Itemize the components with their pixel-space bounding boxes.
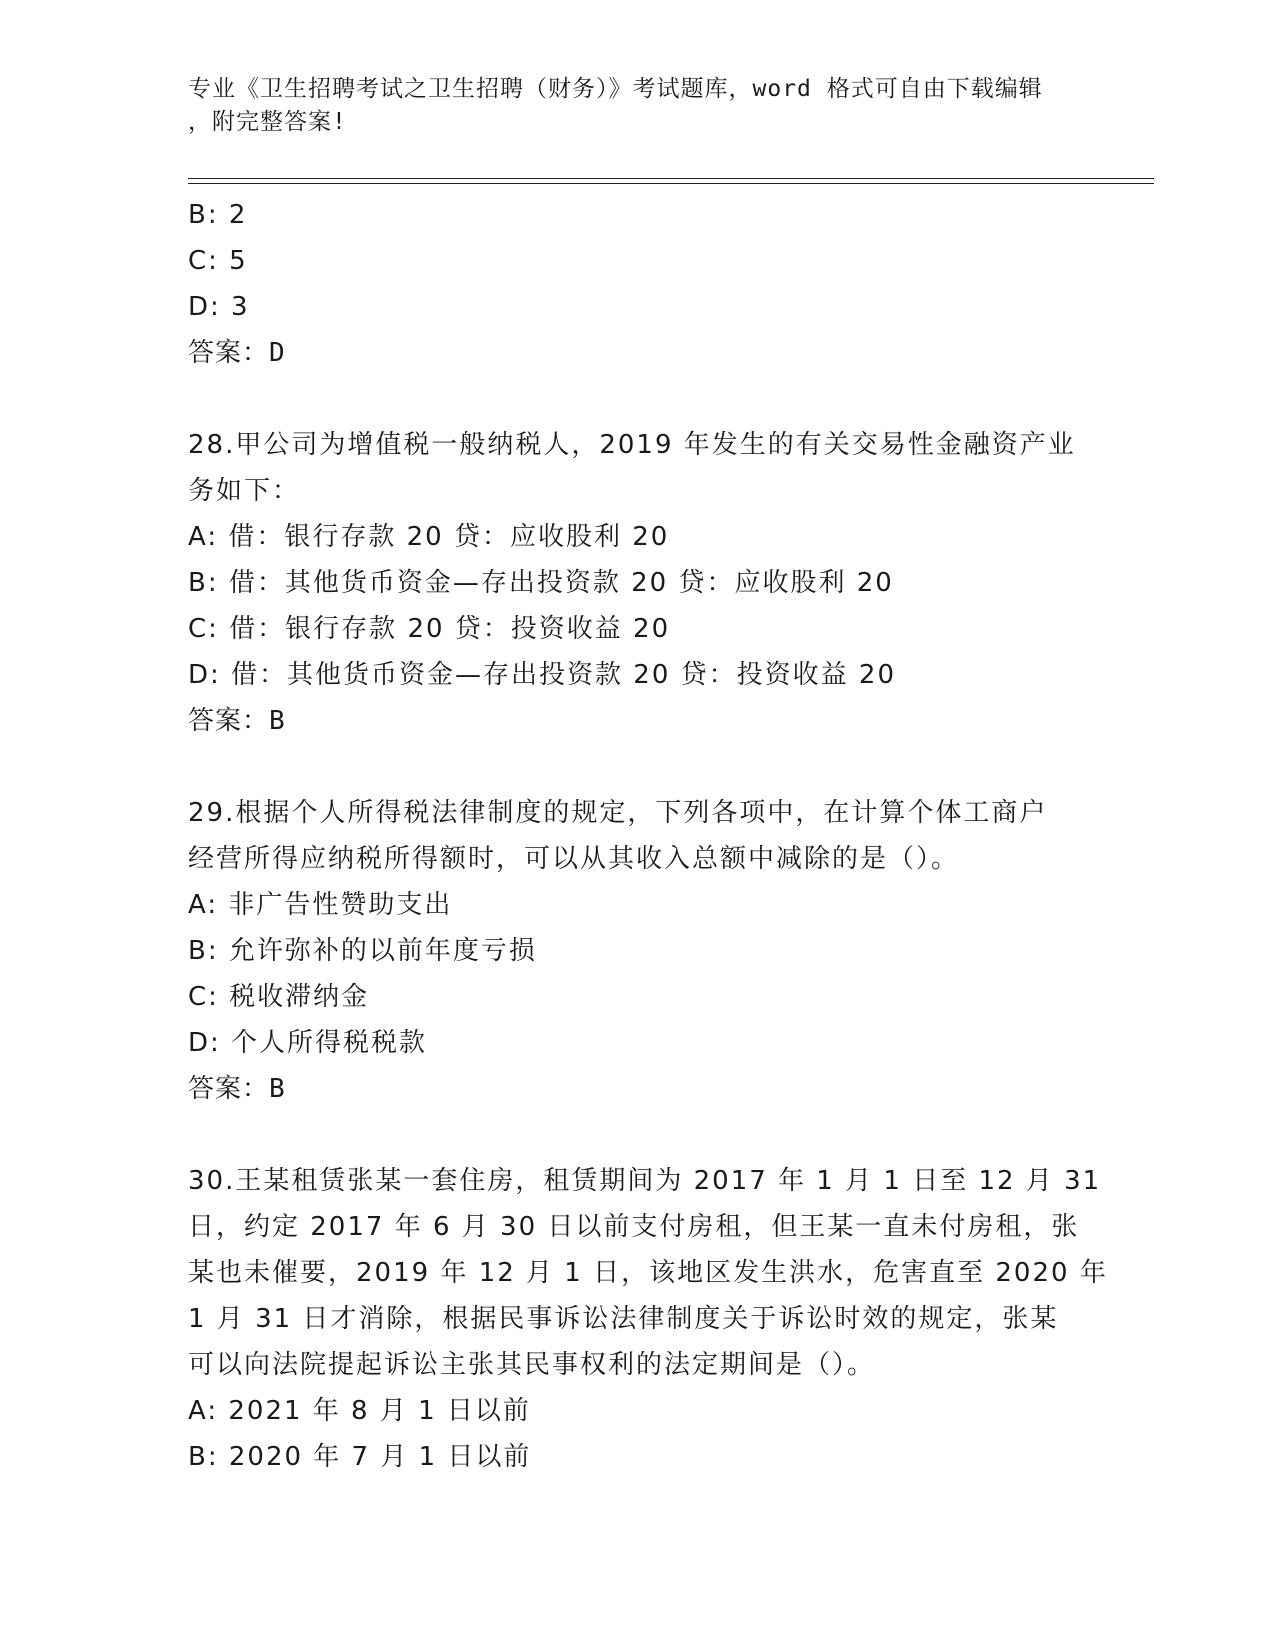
- header-line-1: 专业《卫生招聘考试之卫生招聘（财务）》考试题库，word 格式可自由下载编辑: [188, 76, 1043, 102]
- question-text-line: 务如下：: [188, 476, 301, 506]
- question-text-line: 某也未催要，2019 年 12 月 1 日，该地区发生洪水，危害直至 2020 年: [188, 1258, 1108, 1288]
- option-d: D: 3: [188, 292, 250, 322]
- option-b: B: 借：其他货币资金—存出投资款 20 贷：应收股利 20: [188, 568, 894, 598]
- answer-text: 答案：B: [188, 1074, 286, 1104]
- option-a: A: 2021 年 8 月 1 日以前: [188, 1396, 531, 1426]
- spacer: [188, 744, 1088, 790]
- option-b: B: 2: [188, 200, 248, 230]
- question-text-line: 28.甲公司为增值税一般纳税人，2019 年发生的有关交易性金融资产业: [188, 430, 1076, 460]
- header-divider-top: [188, 178, 1154, 179]
- option-c: C: 借：银行存款 20 贷：投资收益 20: [188, 614, 671, 644]
- document-body: [188, 192, 1108, 1480]
- option-b: B: 2020 年 7 月 1 日以前: [188, 1442, 532, 1472]
- question-30: [188, 1158, 1108, 1480]
- spacer: [188, 376, 1088, 422]
- option-b: B: 允许弥补的以前年度亏损: [188, 936, 537, 966]
- option-a: A: 借：银行存款 20 贷：应收股利 20: [188, 522, 670, 552]
- question-text-line: 29.根据个人所得税法律制度的规定，下列各项中，在计算个体工商户: [188, 798, 1048, 828]
- header-line-2: ，附完整答案!: [188, 109, 347, 135]
- option-c: C: 税收滞纳金: [188, 982, 370, 1012]
- question-28: [188, 422, 1088, 744]
- option-d: D: 个人所得税税款: [188, 1028, 428, 1058]
- question-text-line: 30.王某租赁张某一套住房，租赁期间为 2017 年 1 月 1 日至 12 月 31: [188, 1166, 1102, 1196]
- header-divider-bottom: [188, 183, 1154, 184]
- option-c: C: 5: [188, 246, 248, 276]
- option-d: D: 借：其他货币资金—存出投资款 20 贷：投资收益 20: [188, 660, 897, 690]
- question-text-line: 可以向法院提起诉讼主张其民事权利的法定期间是（）。: [188, 1350, 876, 1380]
- document-header: [188, 73, 1068, 139]
- question-text-line: 日，约定 2017 年 6 月 30 日以前支付房租，但王某一直未付房租，张: [188, 1212, 1080, 1242]
- question-text-line: 经营所得应纳税所得额时，可以从其收入总额中减除的是（）。: [188, 844, 960, 874]
- question-text-line: 1 月 31 日才消除，根据民事诉讼法律制度关于诉讼时效的规定，张某: [188, 1304, 1059, 1334]
- question-29: [188, 790, 1088, 1112]
- answer-text: 答案：D: [188, 338, 286, 368]
- answer-text: 答案：B: [188, 706, 286, 736]
- option-a: A: 非广告性赞助支出: [188, 890, 453, 920]
- prev-question-block: [188, 192, 1088, 376]
- spacer: [188, 1112, 1088, 1158]
